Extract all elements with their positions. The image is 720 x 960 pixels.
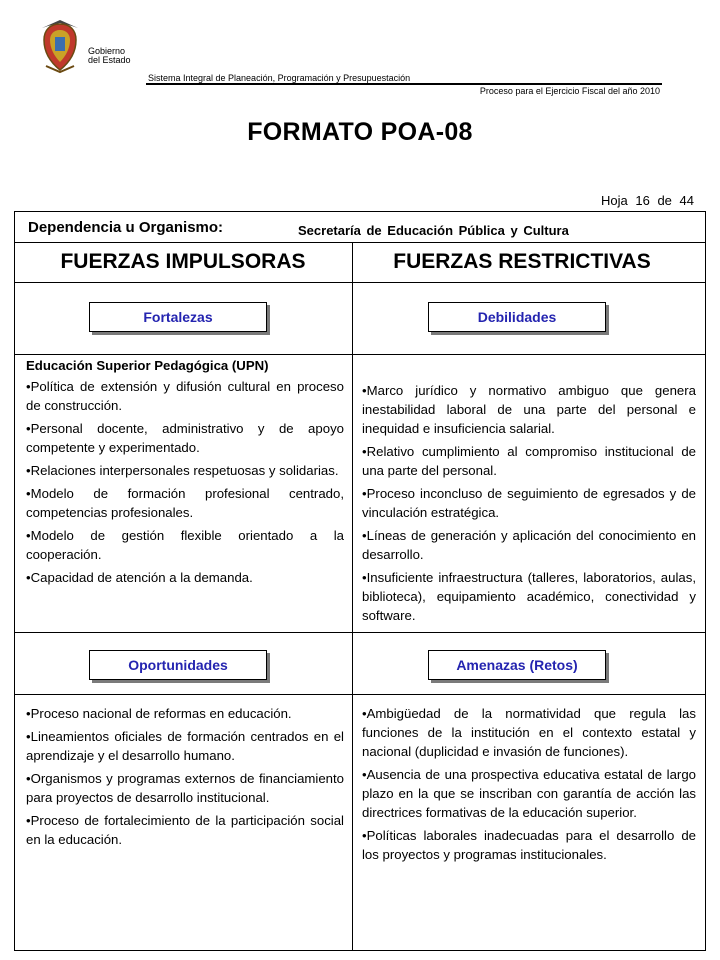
fortalezas-list bbox=[26, 356, 344, 591]
column-divider bbox=[352, 243, 353, 951]
amenazas-box: Amenazas (Retos) bbox=[428, 650, 606, 680]
page-title: FORMATO POA-08 bbox=[247, 118, 473, 146]
row-divider bbox=[14, 282, 706, 283]
list-item: • Ambigüedad de la normatividad que regula las funciones de la institución en el contexto estatal y nacional (duplicidad e invasión de funciones). bbox=[362, 704, 696, 761]
list-item: • Organismos y programas externos de financiamiento para proyectos de desarrollo institucional. bbox=[26, 769, 344, 807]
list-item: • Líneas de generación y aplicación del conocimiento en desarrollo. bbox=[362, 526, 696, 564]
gobierno-label bbox=[88, 47, 131, 65]
row-divider bbox=[14, 354, 706, 355]
estado-text: del Estado bbox=[88, 55, 131, 65]
list-item: • Lineamientos oficiales de formación centrados en el aprendizaje y el desarrollo humano. bbox=[26, 727, 344, 765]
list-item: • Política de extensión y difusión cultural en proceso de construcción. bbox=[26, 377, 344, 415]
fuerzas-restrictivas-title: FUERZAS RESTRICTIVAS bbox=[393, 250, 651, 273]
row-divider bbox=[14, 694, 706, 695]
list-item: • Relativo cumplimiento al compromiso institucional de una parte del personal. bbox=[362, 442, 696, 480]
gobierno-text: Gobierno bbox=[88, 46, 126, 56]
header-rule bbox=[146, 83, 662, 85]
debilidades-box: Debilidades bbox=[428, 302, 606, 332]
debilidades-list bbox=[362, 381, 696, 629]
oportunidades-list bbox=[26, 704, 344, 853]
dependency-label: Dependencia u Organismo: bbox=[28, 219, 224, 236]
page-of: de bbox=[657, 193, 672, 208]
list-item: • Modelo de gestión flexible orientado a la cooperación. bbox=[26, 526, 344, 564]
list-item: • Marco jurídico y normativo ambiguo que genera inestabilidad laboral de una parte del personal e inequidad e insuficiencia salarial. bbox=[362, 381, 696, 438]
process-year: Proceso para el Ejercicio Fiscal del año 2010 bbox=[479, 86, 660, 96]
list-item: • Personal docente, administrativo y de apoyo competente y experimentado. bbox=[26, 419, 344, 457]
list-item: • Capacidad de atención a la demanda. bbox=[26, 568, 344, 587]
fuerzas-impulsoras-title: FUERZAS IMPULSORAS bbox=[60, 250, 306, 273]
list-item: • Relaciones interpersonales respetuosas y solidarias. bbox=[26, 461, 344, 480]
dependency-value: Secretaría de Educación Pública y Cultura bbox=[298, 223, 569, 238]
list-item: • Proceso nacional de reformas en educación. bbox=[26, 704, 344, 723]
list-item: • Ausencia de una prospectiva educativa estatal de largo plazo en la que se inscriban con garantía de acción las directrices formativas de la educación superior. bbox=[362, 765, 696, 822]
page-total: 44 bbox=[679, 193, 694, 208]
amenazas-list bbox=[362, 704, 696, 868]
state-seal-logo bbox=[36, 18, 84, 74]
page-current: 16 bbox=[635, 193, 650, 208]
fortalezas-heading: Educación Superior Pedagógica (UPN) bbox=[26, 358, 269, 373]
list-item: • Proceso inconcluso de seguimiento de egresados y de vinculación estratégica. bbox=[362, 484, 696, 522]
list-item: • Proceso de fortalecimiento de la participación social en la educación. bbox=[26, 811, 344, 849]
oportunidades-box: Oportunidades bbox=[89, 650, 267, 680]
list-item: • Políticas laborales inadecuadas para el desarrollo de los proyectos y programas institucionales. bbox=[362, 826, 696, 864]
fortalezas-box: Fortalezas bbox=[89, 302, 267, 332]
list-item: • Modelo de formación profesional centrado, competencias profesionales. bbox=[26, 484, 344, 522]
page-counter bbox=[601, 193, 694, 208]
system-name: Sistema Integral de Planeación, Programación y Presupuestación bbox=[148, 73, 411, 83]
list-item: • Insuficiente infraestructura (talleres, laboratorios, aulas, biblioteca), equipamiento académico, conectividad y software. bbox=[362, 568, 696, 625]
page-label: Hoja bbox=[600, 193, 628, 208]
row-divider bbox=[14, 632, 706, 633]
